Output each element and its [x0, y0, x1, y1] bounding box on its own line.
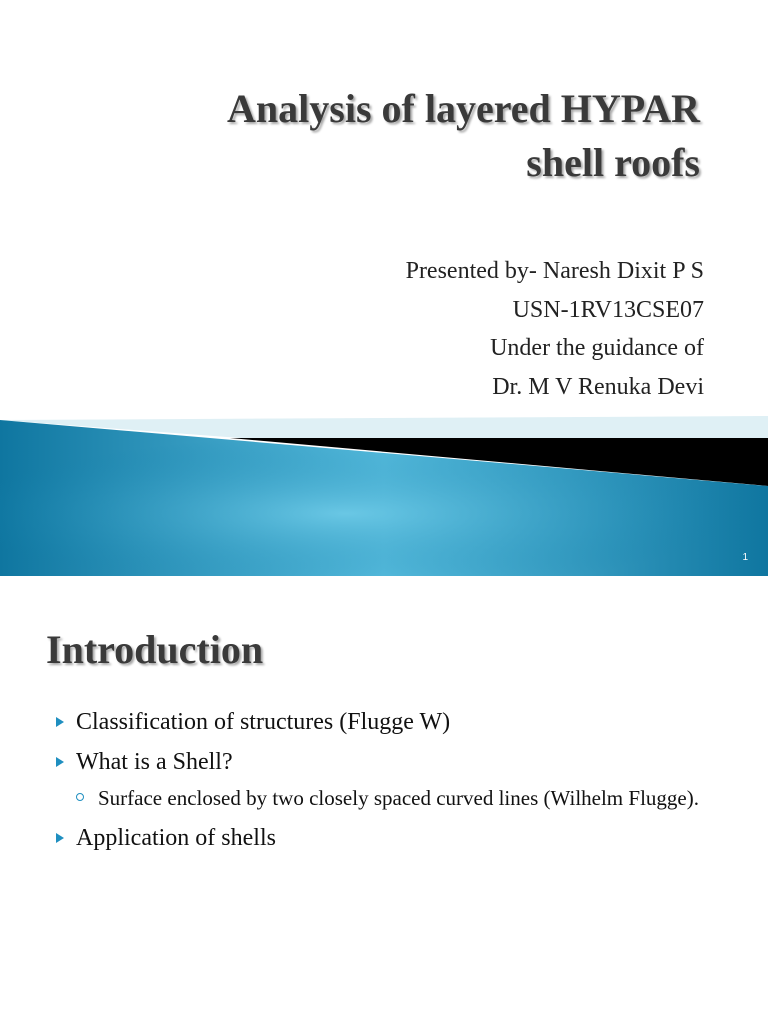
sub-list-item: [76, 784, 734, 812]
triangle-bullet-icon: [56, 717, 64, 727]
bullet-text: Application of shells: [76, 825, 276, 851]
slide-2-title: Introduction: [46, 627, 264, 672]
list-item: [54, 822, 734, 854]
presenter-text: Presented by- Naresh Dixit P S: [405, 258, 704, 284]
sub-bullet-text: Surface enclosed by two closely spaced curved lines (Wilhelm Flugge).: [98, 786, 699, 810]
slide-2: [0, 576, 768, 1024]
circle-bullet-icon: [76, 793, 84, 801]
triangle-bullet-icon: [56, 757, 64, 767]
slide-1-title: [60, 82, 700, 190]
usn-text: USN-1RV13CSE07: [512, 296, 704, 323]
slide-number: 1: [742, 552, 748, 563]
slide-1-subtitle: [104, 252, 704, 406]
title-line-1: Analysis of layered HYPAR: [227, 86, 700, 131]
bullet-text: What is a Shell?: [76, 749, 233, 775]
bullet-list: [54, 706, 734, 862]
list-item: [54, 746, 734, 778]
guidance-text: Under the guidance of: [490, 335, 704, 361]
guide-name: Dr. M V Renuka Devi: [492, 373, 704, 400]
bullet-text: Classification of structures (Flugge W): [76, 709, 451, 735]
list-item: [54, 706, 734, 738]
title-line-2: shell roofs: [526, 140, 700, 185]
decorative-band: [0, 410, 768, 576]
triangle-bullet-icon: [56, 833, 64, 843]
